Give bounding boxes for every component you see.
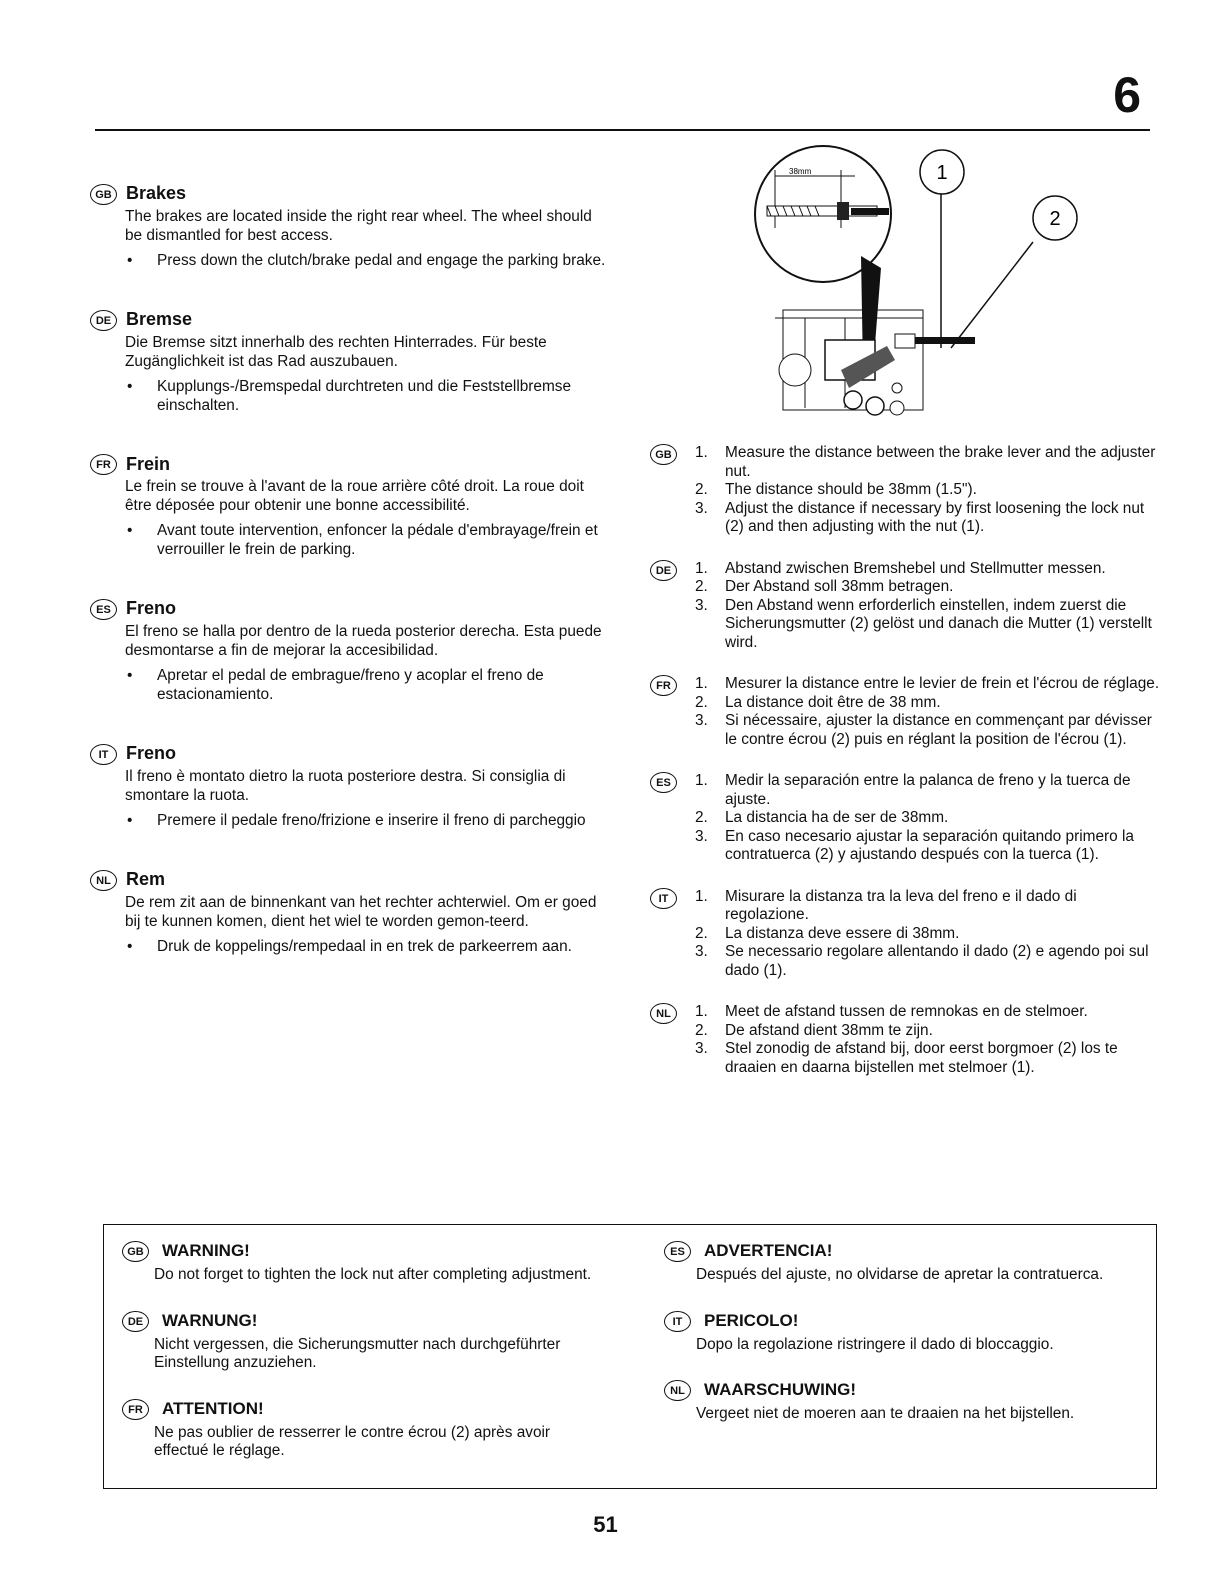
section-title: Freno [126,598,177,619]
section-gb [95,182,610,270]
lang-badge-nl: NL [664,1380,691,1401]
bullet-item: • Kupplungs-/Bremspedal durchtreten und die Feststellbremse einschalten. [157,377,610,415]
warning-it [664,1311,1144,1355]
step-item: 3. Se necessario regolare allentando il dado (2) e agendo poi sul dado (1). [695,943,1149,979]
lang-badge-fr: FR [90,454,117,475]
section-fr [95,453,610,560]
steps-nl [650,1003,1160,1077]
lang-badge-it: IT [650,888,677,909]
section-body: El freno se halla por dentro de la rueda posterior derecha. Esta puede desmontarse a fin de mejorar la accesibilidad. [125,623,602,659]
section-es [95,597,610,704]
warning-box [103,1224,1157,1489]
section-title: Brakes [126,183,187,203]
section-body: De rem zit aan de binnenkant van het rechter achterwiel. Om er goed bij te kunnen komen, dient het wiel te worden gemon-teerd. [125,893,597,930]
lang-badge-es: ES [664,1241,691,1262]
section-it [95,742,610,830]
step-item: 3. Stel zonodig de afstand bij, door eerst borgmoer (2) los te draaien en daarna bijstellen met stelmoer (1). [695,1040,1118,1076]
warning-text: Vergeet niet de moeren aan te draaien na het bijstellen. [696,1405,1075,1423]
warning-column-left [122,1241,602,1487]
steps-it [650,888,1160,981]
section-body: Le frein se trouve à l'avant de la roue arrière côté droit. La roue doit être déposée pour obtenir une bonne accessibilité. [125,478,584,515]
step-item: 3. Si nécessaire, ajuster la distance en commençant par dévisser le contre écrou (2) puis en réglant la position de l'écrou (1). [695,712,1152,748]
lang-badge-it: IT [664,1311,691,1332]
warning-text: Nicht vergessen, die Sicherungsmutter nach durchgeführter Einstellung anzuziehen. [154,1335,561,1372]
warning-text: Ne pas oublier de resserrer le contre écrou (2) après avoir effectué le réglage. [154,1423,551,1460]
steps-gb [650,444,1160,537]
bullet-item: • Avant toute intervention, enfoncer la pédale d'embrayage/frein et verrouiller le frein de parking. [157,521,610,559]
dimension-label: 38mm [789,167,812,176]
section-body: The brakes are located inside the right rear wheel. The wheel should be dismantled for best access. [125,207,592,244]
brake-adjuster-figure [745,138,1120,443]
bullet-item: • Apretar el pedal de embrague/freno y acoplar el freno de estacionamiento. [157,666,610,704]
warning-title: WARNUNG! [162,1310,258,1330]
bullet-item: • Press down the clutch/brake pedal and engage the parking brake. [157,251,610,270]
lang-badge-nl: NL [90,870,117,891]
warning-text: Dopo la regolazione ristringere il dado di bloccaggio. [696,1335,1054,1353]
lang-badge-es: ES [90,599,117,620]
section-title: Bremse [126,308,193,329]
warning-title: WAARSCHUWING! [704,1380,857,1400]
step-item: 3. Adjust the distance if necessary by first loosening the lock nut (2) and then adjusting with the nut (1). [695,499,1145,535]
lang-badge-es: ES [650,772,677,793]
section-title: Frein [126,453,171,474]
bullet-item: • Druk de koppelings/rempedaal in en trek de parkeerrem aan. [157,937,610,956]
wheel-hub [779,354,811,386]
section-nl [95,868,610,956]
warning-title: WARNING! [162,1241,250,1260]
section-de [95,308,610,415]
step-item: 1. Mesurer la distance entre le levier de frein et l'écrou de réglage. [695,675,1160,692]
step-item: 2. La distance doit être de 38 mm. [695,693,941,711]
step-item: 3. Den Abstand wenn erforderlich einstellen, indem zuerst die Sicherungsmutter (2) gelöst und danach die Mutter (1) verstellt wird. [695,596,1152,651]
warning-title: ADVERTENCIA! [704,1241,833,1260]
steps-es [650,772,1160,865]
left-column [95,182,610,994]
warning-nl [664,1380,1144,1424]
lang-badge-nl: NL [650,1003,677,1024]
lang-badge-gb: GB [650,444,677,465]
step-item: 2. La distanza deve essere di 38mm. [695,924,960,942]
warning-column-right [664,1241,1144,1450]
brake-diagram [745,138,1120,443]
lang-badge-gb: GB [90,184,117,205]
warning-title: PERICOLO! [704,1310,799,1330]
svg-text:2: 2 [1049,208,1061,230]
lang-badge-it: IT [90,744,117,765]
lang-badge-fr: FR [122,1399,149,1420]
brake-rod [915,337,975,344]
svg-text:1: 1 [936,162,948,184]
lang-badge-de: DE [650,560,677,581]
steps-fr [650,675,1160,749]
steps-de [650,560,1160,653]
step-item: 2. De afstand dient 38mm te zijn. [695,1021,933,1039]
right-column [650,444,1160,1100]
step-item: 1. Medir la separación entre la palanca de freno y la tuerca de ajuste. [695,772,1131,808]
warning-de [122,1311,602,1373]
step-item: 1. Abstand zwischen Bremshebel und Stellmutter messen. [695,559,1106,577]
section-body: Il freno è montato dietro la ruota posteriore destra. Si consiglia di smontare la ruota. [125,767,566,804]
lang-badge-de: DE [90,310,117,331]
bullet-item: • Premere il pedale freno/frizione e inserire il freno di parcheggio [157,811,610,830]
header-rule [95,129,1150,131]
warning-gb [122,1241,602,1285]
section-title: Freno [126,743,177,763]
lang-badge-fr: FR [650,675,677,696]
step-item: 2. La distancia ha de ser de 38mm. [695,809,949,826]
step-item: 3. En caso necesario ajustar la separación quitando primero la contratuerca (2) y ajustando después con la tuerca (1). [695,827,1134,863]
section-title: Rem [126,868,166,889]
warning-text: Después del ajuste, no olvidarse de apretar la contratuerca. [696,1266,1104,1284]
lang-badge-gb: GB [122,1241,149,1262]
step-item: 1. Misurare la distanza tra la leva del freno e il dado di regolazione. [695,887,1077,923]
step-item: 2. The distance should be 38mm (1.5"). [695,481,977,498]
warning-title: ATTENTION! [162,1398,264,1418]
step-item: 2. Der Abstand soll 38mm betragen. [695,578,954,595]
section-body: Die Bremse sitzt innerhalb des rechten Hinterrades. Für beste Zugänglichkeit ist das Rad auszubauen. [125,333,547,370]
chapter-number: 6 [1113,67,1141,123]
adjuster-nut [837,202,849,220]
callout-1 [920,150,964,194]
callout-2 [1033,196,1077,240]
page-number: 51 [593,1512,618,1537]
warning-text: Do not forget to tighten the lock nut after completing adjustment. [154,1266,592,1284]
lang-badge-de: DE [122,1311,149,1332]
warning-fr [122,1399,602,1461]
warning-es [664,1241,1144,1285]
step-item: 1. Measure the distance between the brake lever and the adjuster nut. [695,444,1156,480]
step-item: 1. Meet de afstand tussen de remnokas en de stelmoer. [695,1003,1088,1020]
leader-line-2 [951,242,1033,348]
